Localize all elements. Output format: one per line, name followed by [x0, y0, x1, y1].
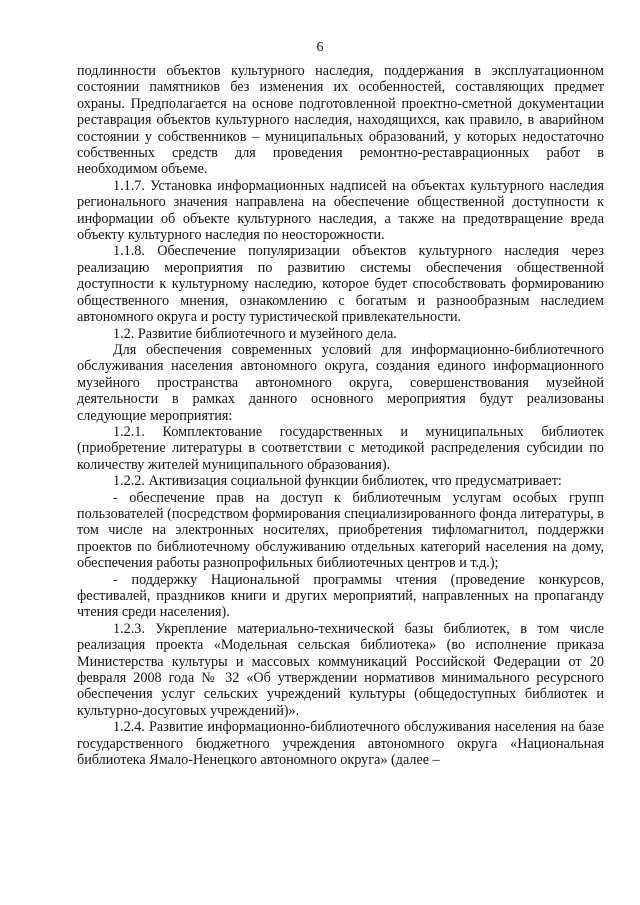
paragraph-1-1-7: 1.1.7. Установка информационных надписей на объектах культурного наследия регионального значения направлена на обеспечение общественной доступности к информации об объекте культурного наследия, а также на предотвращение вреда объекту культурного наследия по неосторожности.: [77, 177, 604, 244]
paragraph-1-1-8: 1.1.8. Обеспечение популяризации объектов культурного наследия через реализацию мероприятия по развитию системы обеспечения общественной доступности к культурному наследию, которое будет способствовать формированию общественного мнения, ознакомлению с богатым и разнообразным наследием автономного округа и росту туристической привлекательности.: [77, 243, 604, 326]
list-item-access-rights: - обеспечение прав на доступ к библиотечным услугам особых групп пользователей (посредством формирования специализированного фонда литературы, в том числе на электронных носителях, приобретения тифломагнитол, поддержки проектов по библиотечному обслуживанию отдельных категорий населения на дому, обеспечения работы разнопрофильных библиотечных центров и т.д.);: [77, 489, 604, 572]
list-item-reading-program: - поддержку Национальной программы чтения (проведение конкурсов, фестивалей, праздников книги и других мероприятий, направленных на пропаганду чтения среди населения).: [77, 571, 604, 621]
paragraph-continued: подлинности объектов культурного наследия, поддержания в эксплуатационном состоянии памятников без изменения их особенностей, составляющих предмет охраны. Предполагается на основе подготовленной проектно-сметной документации реставрация объектов культурного наследия, находящихся, как правило, в аварийном состоянии у собственников – муниципальных образований, у которых недостаточно собственных средств для проведения ремонтно-реставрационных работ в необходимом объеме.: [77, 63, 604, 178]
section-heading-1-2: 1.2. Развитие библиотечного и музейного дела.: [113, 325, 397, 342]
paragraph-1-2-2: 1.2.2. Активизация социальной функции библиотек, что предусматривает:: [113, 473, 562, 490]
paragraph-1-2-3: 1.2.3. Укрепление материально-технической базы библиотек, в том числе реализация проекта «Модельная сельская библиотека» (во исполнение приказа Министерства культуры и массовых коммуникаций Российской Федерации от 20 февраля 2008 года № 32 «Об утверждении нормативов минимального ресурсного обеспечения услуг сельских учреждений культуры (общедоступных библиотек и культурно-досуговых учреждений)».: [77, 620, 604, 719]
paragraph-1-2-1: 1.2.1. Комплектование государственных и муниципальных библиотек (приобретение литературы в соответствии с методикой распределения субсидии по количеству жителей муниципального образования).: [77, 423, 604, 473]
paragraph-section-intro: Для обеспечения современных условий для информационно-библиотечного обслуживания населения автономного округа, создания единого информационного музейного пространства автономного округа, совершенствования музейной деятельности в рамках данного основного мероприятия будут реализованы следующие мероприятия:: [77, 341, 604, 424]
document-body: [77, 63, 604, 768]
page-number: 6: [316, 40, 324, 55]
paragraph-1-2-4: 1.2.4. Развитие информационно-библиотечного обслуживания населения на базе государственного бюджетного учреждения автономного округа «Национальная библиотека Ямало-Ненецкого автономного округа» (далее –: [77, 719, 604, 769]
